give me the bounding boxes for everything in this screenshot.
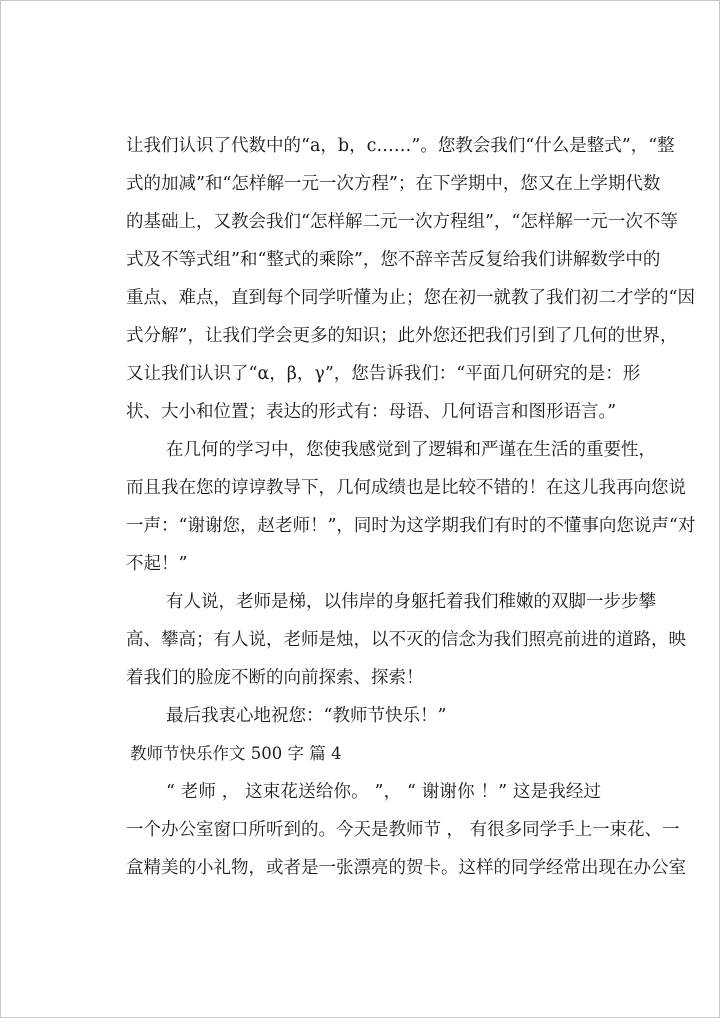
paragraph-line-16: 最后我衷心地祝您：“教师节快乐！” <box>166 706 447 726</box>
paragraph-line-14: 高、攀高；有人说，老师是烛，以不灭的信念为我们照亮前进的道路，映 <box>126 630 686 650</box>
paragraph-line-1: 让我们认识了代数中的“a，b，c……”。您教会我们“什么是整式”，“整 <box>126 136 675 156</box>
paragraph-line-19: 一个办公室窗口所听到的。今天是教师节 ， 有很多同学手上一束花、一 <box>126 820 680 840</box>
paragraph-line-6: 式分解”，让我们学会更多的知识；此外您还把我们引到了几何的世界， <box>126 326 678 346</box>
paragraph-line-11: 一声：“谢谢您，赵老师！”，同时为这学期我们有时的不懂事向您说声“对 <box>126 516 696 536</box>
paragraph-line-2: 式的加减”和“怎样解一元一次方程”；在下学期中，您又在上学期代数 <box>126 174 661 194</box>
paragraph-line-13: 有人说，老师是梯，以伟岸的身躯托着我们稚嫩的双脚一步步攀 <box>166 592 656 612</box>
section-heading: 教师节快乐作文 500 字 篇 4 <box>130 744 342 763</box>
paragraph-line-15: 着我们的脸庞不断的向前探索、探索！ <box>126 668 424 688</box>
paragraph-line-7: 又让我们认识了“α，β，γ”，您告诉我们：“平面几何研究的是：形 <box>126 364 641 384</box>
paragraph-line-4: 式及不等式组”和“整式的乘除”，您不辞辛苦反复给我们讲解数学中的 <box>126 250 661 270</box>
paragraph-line-9: 在几何的学习中，您使我感觉到了逻辑和严谨在生活的重要性， <box>166 440 656 460</box>
paragraph-line-10: 而且我在您的谆谆教导下，几何成绩也是比较不错的！在这儿我再向您说 <box>126 478 686 498</box>
paragraph-line-18: “ 老师 ， 这束花送给你。 ”， “ 谢谢你 ！” 这是我经过 <box>166 782 601 802</box>
paragraph-line-8: 状、大小和位置；表达的形式有：母语、几何语言和图形语言。” <box>126 402 617 422</box>
paragraph-line-12: 不起！” <box>126 554 188 574</box>
paragraph-line-3: 的基础上，又教会我们“怎样解二元一次方程组”，“怎样解一元一次不等 <box>126 212 678 232</box>
paragraph-line-20: 盒精美的小礼物，或者是一张漂亮的贺卡。这样的同学经常出现在办公室 <box>126 858 686 878</box>
paragraph-line-5: 重点、难点，直到每个同学听懂为止；您在初一就教了我们初二才学的“因 <box>126 288 695 308</box>
